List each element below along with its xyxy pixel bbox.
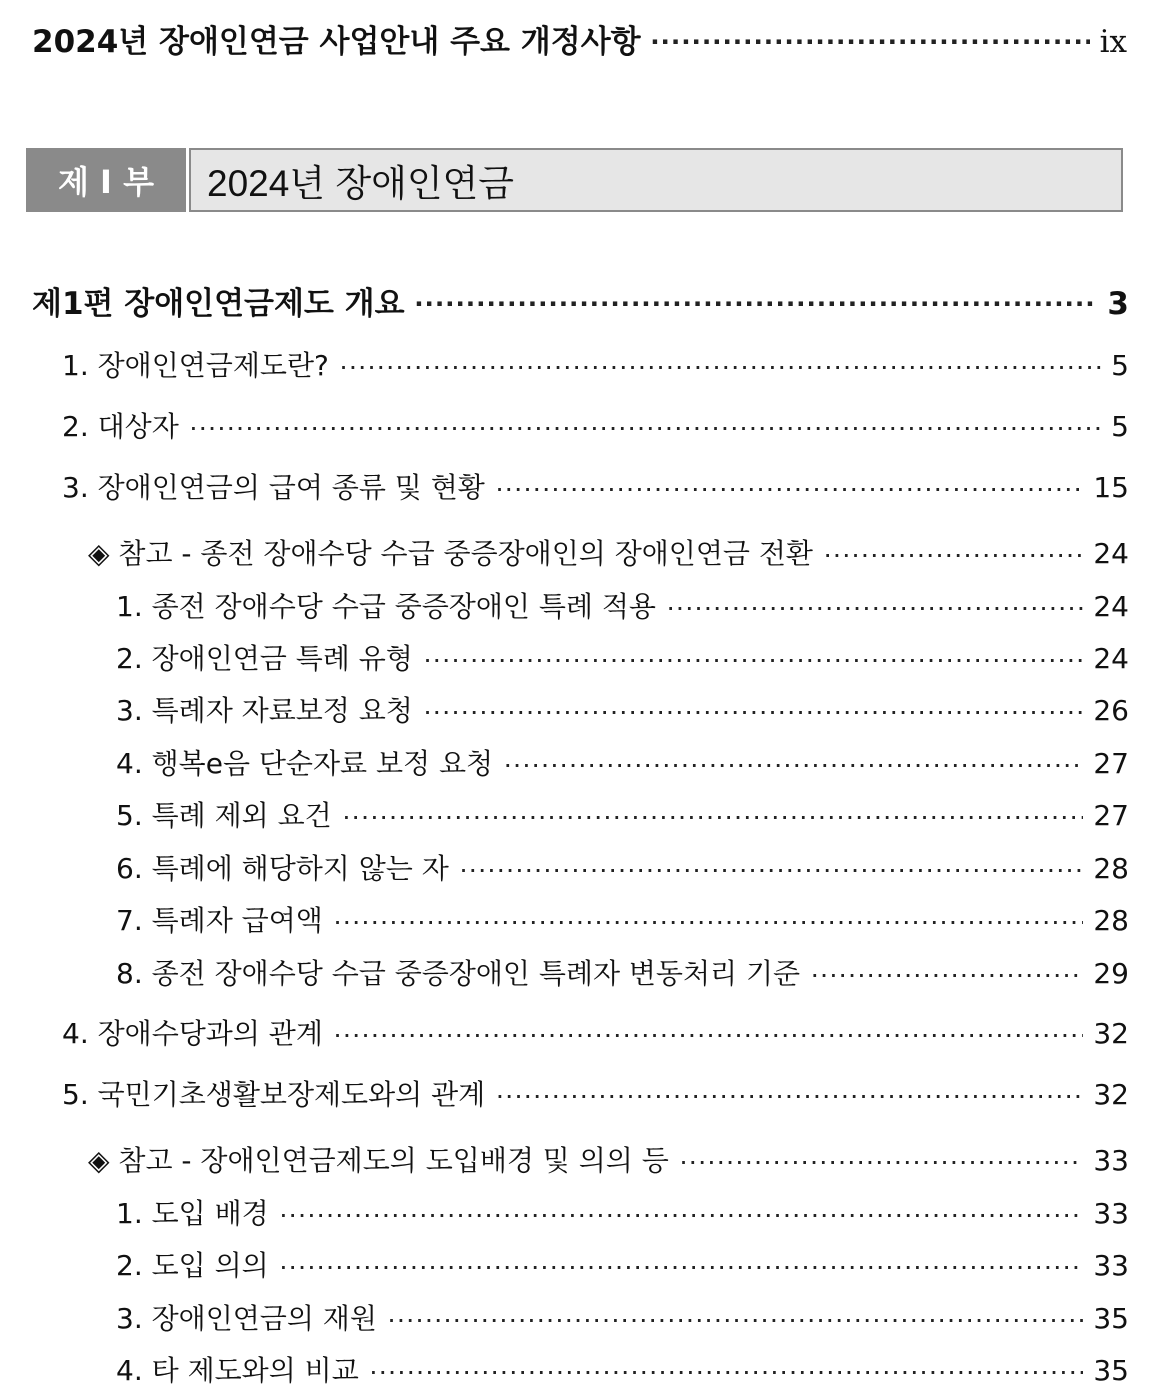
toc-page-number: 35: [1093, 1354, 1129, 1387]
toc-subentry[interactable]: [116, 899, 1129, 939]
toc-entry[interactable]: [62, 1073, 1129, 1113]
dot-leader: [810, 958, 1083, 990]
dot-leader: [415, 286, 1098, 322]
part-header: [26, 148, 1123, 212]
toc-page-number: 29: [1093, 957, 1129, 990]
toc-chapter-label: 제1편 장애인연금제도 개요: [32, 286, 405, 322]
toc-subentry[interactable]: [116, 637, 1129, 677]
toc-entry-label: 1. 도입 배경: [116, 1197, 269, 1230]
toc-subentry[interactable]: [116, 742, 1129, 782]
toc-entry[interactable]: [62, 344, 1129, 384]
toc-entry-label: ◈ 참고 - 장애인연금제도의 도입배경 및 의의 등: [88, 1144, 669, 1177]
dot-leader: [679, 1145, 1084, 1177]
toc-page-number: 32: [1093, 1017, 1129, 1050]
dot-leader: [369, 1355, 1084, 1387]
toc-subentry[interactable]: [116, 689, 1129, 729]
toc-entry-label: 1. 종전 장애수당 수급 중증장애인 특례 적용: [116, 590, 656, 623]
toc-entry[interactable]: [62, 405, 1129, 445]
toc-reference-entry[interactable]: [88, 532, 1129, 572]
toc-page-number: 24: [1093, 537, 1129, 570]
toc-subentry[interactable]: [116, 952, 1129, 992]
dot-leader: [339, 350, 1101, 382]
toc-entry-label: 4. 행복e음 단순자료 보정 요청: [116, 747, 494, 780]
toc-entry-label: 4. 장애수당과의 관계: [62, 1017, 323, 1050]
toc-page-number: 27: [1093, 799, 1129, 832]
part-tag: 제 Ⅰ 부: [26, 148, 186, 212]
toc-page-number: 32: [1093, 1078, 1129, 1111]
toc-page-number: 33: [1093, 1197, 1129, 1230]
toc-entry-label: 5. 국민기초생활보장제도와의 관계: [62, 1078, 486, 1111]
toc-page-number: 24: [1093, 642, 1129, 675]
toc-entry-label: 1. 장애인연금제도란?: [62, 349, 329, 382]
toc-page-number: ix: [1099, 24, 1127, 60]
toc-entry-label: 5. 특례 제외 요건: [116, 799, 332, 832]
toc-subentry[interactable]: [116, 1192, 1129, 1232]
toc-entry-label: 2. 장애인연금 특례 유형: [116, 642, 413, 675]
dot-leader: [503, 748, 1083, 780]
toc-entry-label: 2. 대상자: [62, 410, 179, 443]
toc-entry-label: 8. 종전 장애수당 수급 중증장애인 특례자 변동처리 기준: [116, 957, 801, 990]
dot-leader: [333, 1018, 1083, 1050]
toc-entry-label: 3. 장애인연금의 재원: [116, 1302, 377, 1335]
toc-page-number: 26: [1093, 694, 1129, 727]
dot-leader: [342, 800, 1084, 832]
toc-entry-label: ◈ 참고 - 종전 장애수당 수급 중증장애인의 장애인연금 전환: [88, 537, 813, 570]
toc-chapter-1[interactable]: [32, 278, 1129, 323]
toc-page-number: 3: [1107, 286, 1129, 322]
toc-page-number: 15: [1093, 471, 1129, 504]
toc-entry-label: 3. 특례자 자료보정 요청: [116, 694, 413, 727]
toc-entry-label: 2024년 장애인연금 사업안내 주요 개정사항: [32, 24, 641, 60]
toc-page-number: 24: [1093, 590, 1129, 623]
toc-page-number: 5: [1111, 349, 1129, 382]
dot-leader: [279, 1198, 1084, 1230]
toc-subentry[interactable]: [116, 847, 1129, 887]
toc-subentry[interactable]: [116, 1349, 1129, 1389]
toc-page-number: 28: [1093, 904, 1129, 937]
toc-page-number: 35: [1093, 1302, 1129, 1335]
dot-leader: [459, 853, 1084, 885]
toc-entry-label: 7. 특례자 급여액: [116, 904, 323, 937]
toc-subentry[interactable]: [116, 1244, 1129, 1284]
toc-entry-label: 6. 특례에 해당하지 않는 자: [116, 852, 449, 885]
dot-leader: [823, 538, 1083, 570]
dot-leader: [333, 905, 1084, 937]
dot-leader: [387, 1303, 1083, 1335]
toc-subentry[interactable]: [116, 585, 1129, 625]
dot-leader: [279, 1250, 1084, 1282]
toc-subentry[interactable]: [116, 1297, 1129, 1337]
toc-reference-entry[interactable]: [88, 1139, 1129, 1179]
dot-leader: [495, 1079, 1083, 1111]
toc-entry-label: 2. 도입 의의: [116, 1249, 269, 1282]
toc-page-number: 5: [1111, 410, 1129, 443]
part-title: 2024년 장애인연금: [189, 148, 1123, 212]
dot-leader: [666, 591, 1083, 623]
toc-page-number: 33: [1093, 1249, 1129, 1282]
dot-leader: [423, 695, 1084, 727]
dot-leader: [651, 24, 1090, 60]
toc-entry-revisions[interactable]: [32, 16, 1127, 61]
dot-leader: [423, 643, 1084, 675]
dot-leader: [495, 472, 1084, 504]
toc-subentry[interactable]: [116, 794, 1129, 834]
dot-leader: [189, 411, 1101, 443]
toc-entry-label: 4. 타 제도와의 비교: [116, 1354, 359, 1387]
toc-entry[interactable]: [62, 466, 1129, 506]
toc-entry[interactable]: [62, 1012, 1129, 1052]
toc-page-number: 33: [1093, 1144, 1129, 1177]
toc-entry-label: 3. 장애인연금의 급여 종류 및 현황: [62, 471, 485, 504]
toc-page-number: 28: [1093, 852, 1129, 885]
toc-page-number: 27: [1093, 747, 1129, 780]
